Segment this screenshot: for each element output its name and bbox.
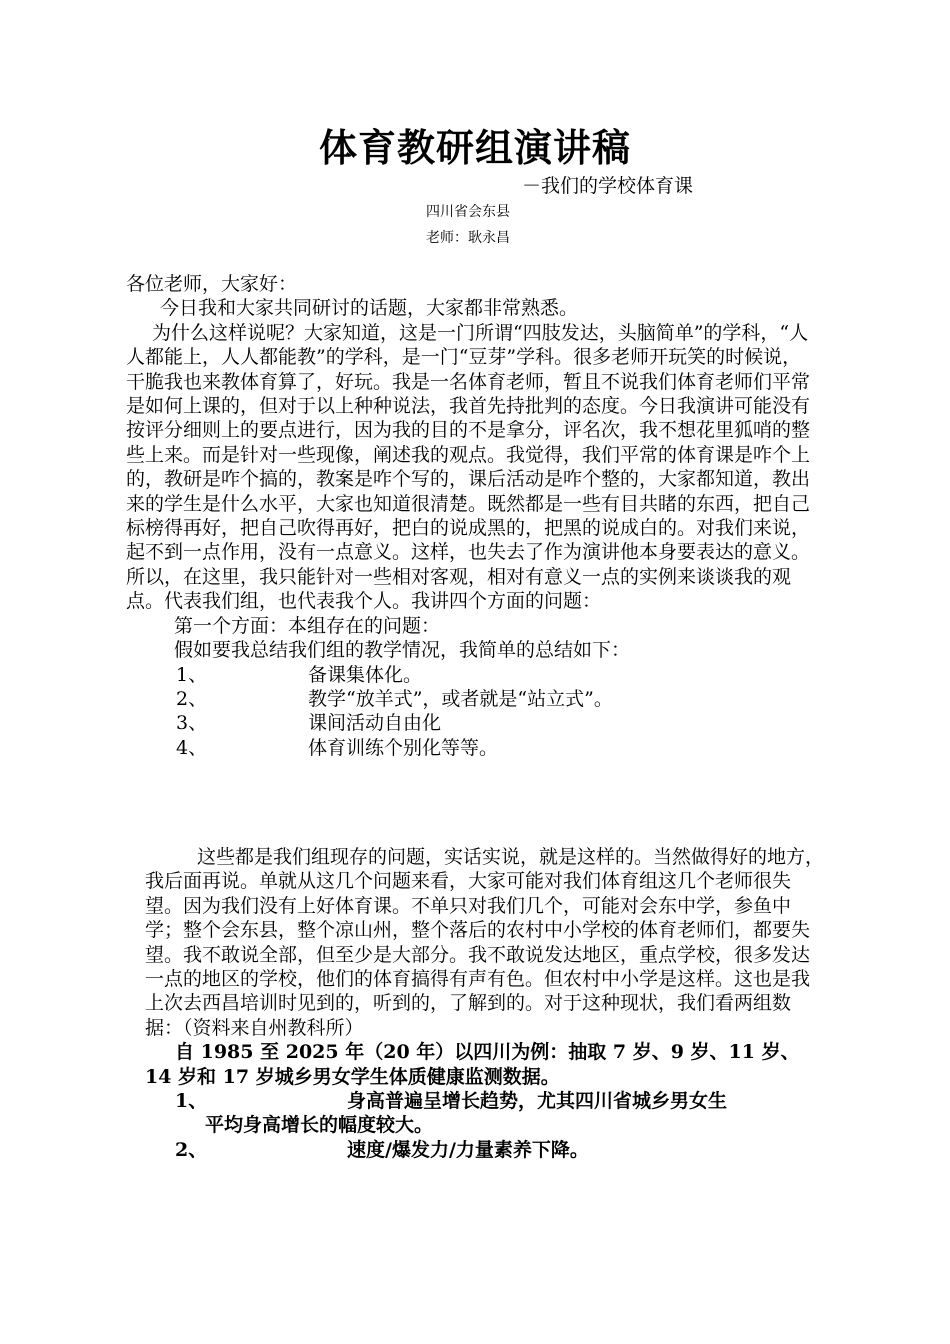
- list-item: [126, 736, 816, 760]
- greeting: 各位老师，大家好：: [126, 273, 298, 295]
- speech-body: [126, 272, 816, 760]
- list-item-text: 课间活动自由化: [308, 712, 442, 735]
- list-item-text: 教学“放羊式”，或者就是“站立式”。: [308, 687, 613, 710]
- list-item-number: 4、: [176, 736, 208, 759]
- document-subtitle: －我们的学校体育课: [522, 175, 694, 197]
- paragraph-1: 今日我和大家共同研讨的话题，大家都非常熟悉。: [160, 297, 579, 320]
- paragraph-2: 为什么这样说呢？大家知道，这是一门所谓“四肢发达，头脑简单”的学科，“人人都能上，人人都能教”的学科，是一门“豆芽”学科。很多老师开玩笑的时候说，干脆我也来教体育算了，好玩。我是一名体育老师，暂且不说我们体育老师们平常是如何上课的，但对于以上种种说法，我首先持批判的态度。今日我演讲可能没有按评分细则上的要点进行，因为我的目的不是拿分，评名次，我不想花里狐哨的整些上来。而是针对一些现像，阐述我的观点。我觉得，我们平常的体育课是咋个上的，教研是咋个搞的，教案是咋个写的，课后活动是咋个整的，大家都知道，教出来的学生是什么水平，大家也知道很清楚。既然都是一些有目共睹的东西，把自己标榜得再好，把自己吹得再好，把白的说成黑的，把黑的说成白的。对我们来说，起不到一点作用，没有一点意义。这样，也失去了作为演讲他本身要表达的意义。所以，在这里，我只能针对一些相对客观，相对有意义一点的实例来谈谈我的观点。代表我们组，也代表我个人。我讲四个方面的问题：: [126, 321, 811, 613]
- data-item: [145, 1138, 825, 1162]
- list-item-text: 体育训练个别化等等。: [308, 736, 499, 759]
- data-item-text: 速度/爆发力/力量素养下降。: [347, 1138, 589, 1161]
- data-item-text: 身高普遍呈增长趋势，尤其四川省城乡男女生: [347, 1090, 728, 1113]
- list-item-number: 1、: [176, 663, 208, 686]
- summary-intro: 假如要我总结我们组的教学情况，我简单的总结如下：: [174, 639, 631, 662]
- list-item: [126, 687, 816, 711]
- data-item-number: 1、: [175, 1090, 208, 1113]
- author-location: 四川省会东县: [426, 204, 510, 220]
- list-item-number: 3、: [176, 712, 208, 735]
- section-1-heading: 第一个方面：本组存在的问题：: [174, 614, 441, 637]
- data-intro: 自 1985 至 2025 年（20 年）以四川为例：抽取 7 岁、9 岁、11 岁、14 岁和 17 岁城乡男女学生体质健康监测数据。: [145, 1041, 800, 1088]
- author-name: 老师：耿永昌: [426, 230, 510, 246]
- list-item-number: 2、: [176, 687, 208, 710]
- speech-body-continued: [145, 845, 825, 1162]
- data-item-number: 2、: [175, 1138, 208, 1161]
- data-item: [145, 1089, 825, 1113]
- list-item: [126, 711, 816, 735]
- data-item-continuation: 平均身高增长的幅度较大。: [205, 1114, 434, 1137]
- list-item: [126, 663, 816, 687]
- paragraph-3: 这些都是我们组现存的问题，实话实说，就是这样的。当然做得好的地方，我后面再说。单就从这几个问题来看，大家可能对我们体育组这几个老师很失望。因为我们没有上好体育课。不单只对我们几个，可能对会东中学，参鱼中学；整个会东县，整个凉山州，整个落后的农村中小学校的体育老师们，都要失望。我不敢说全部，但至少是大部分。我不敢说发达地区，重点学校，很多发达一点的地区的学校，他们的体育搞得有声有色。但农村中小学是这样。这也是我上次去西昌培训时见到的，听到的，了解到的。对于这种现状，我们看两组数据：（资料来自州教科所）: [145, 846, 825, 1039]
- list-item-text: 备课集体化。: [308, 663, 423, 686]
- document-title: 体育教研组演讲稿: [318, 125, 631, 170]
